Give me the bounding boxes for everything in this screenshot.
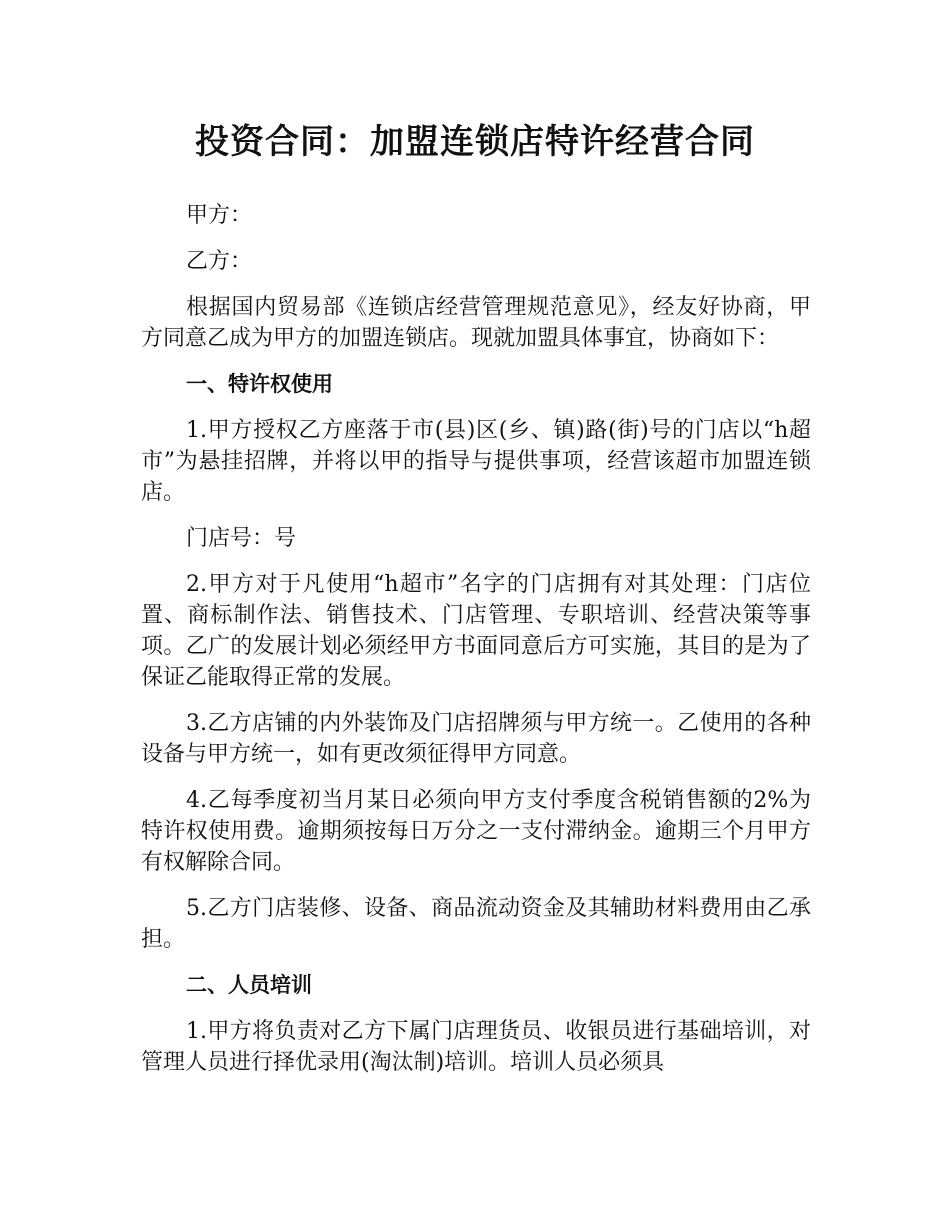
document-body [141,200,811,1093]
clause-1-3: 3.乙方店铺的内外装饰及门店招牌须与甲方统一。乙使用的各种设备与甲方统一，如有更改须征得甲方同意。 [141,711,811,767]
section-heading-staff-training: 二、人员培训 [186,973,312,997]
party-a-line: 甲方： [186,203,253,228]
clause-1-5: 5.乙方门店装修、设备、商品流动资金及其辅助材料费用由乙承担。 [141,896,811,952]
store-number-line: 门店号：号 [186,526,297,551]
clause-1-4: 4.乙每季度初当月某日必须向甲方支付季度含税销售额的2%为特许权使用费。逾期须按每日万分之一支付滞纳金。逾期三个月甲方有权解除合同。 [141,788,811,875]
section-heading-franchise-rights: 一、特许权使用 [186,372,333,396]
clause-2-1: 1.甲方将负责对乙方下属门店理货员、收银员进行基础培训，对管理人员进行择优录用(淘汰制)培训。培训人员必须具 [141,1019,811,1075]
party-b-line: 乙方： [186,249,253,274]
document-title: 投资合同：加盟连锁店特许经营合同 [195,122,755,162]
clause-1-2: 2.甲方对于凡使用“h超市”名字的门店拥有对其处理：门店位置、商标制作法、销售技术、门店管理、专职培训、经营决策等事项。乙广的发展计划必须经甲方书面同意后方可实施，其目的是为了保证乙能取得正常的发展。 [141,572,811,690]
clause-1-1: 1.甲方授权乙方座落于市(县)区(乡、镇)路(街)号的门店以“h超市”为悬挂招牌，并将以甲的指导与提供事项，经营该超市加盟连锁店。 [141,418,811,505]
intro-paragraph: 根据国内贸易部《连锁店经营管理规范意见》，经友好协商，甲方同意乙成为甲方的加盟连锁店。现就加盟具体事宜，协商如下： [141,295,811,351]
